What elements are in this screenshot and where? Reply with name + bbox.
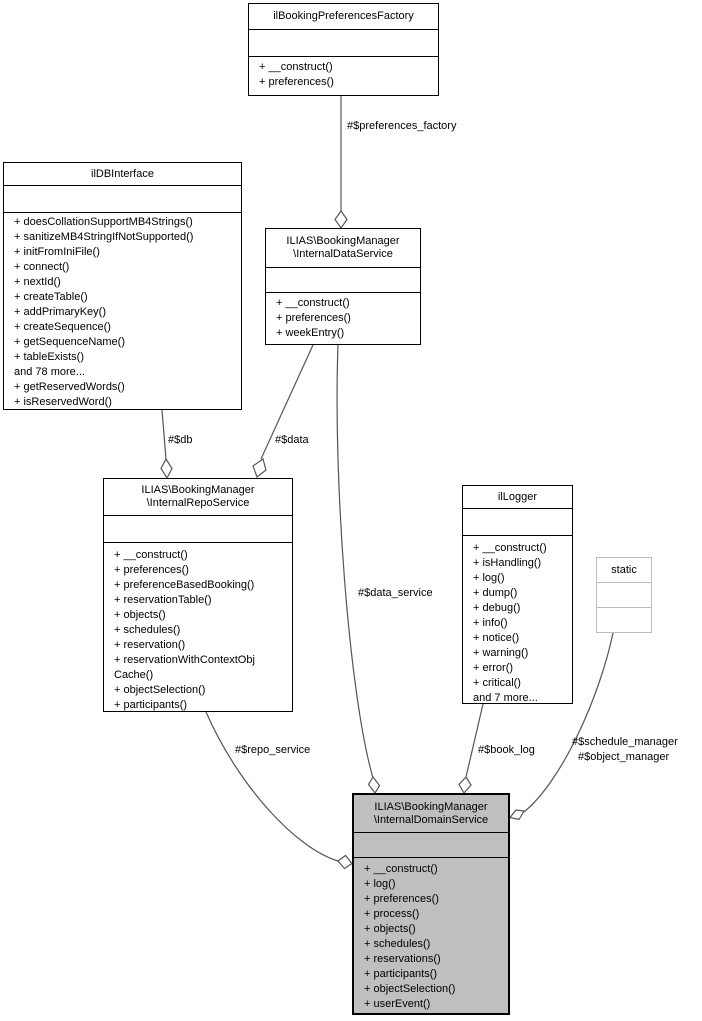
method-line: + __construct() (114, 549, 188, 561)
class-methods-section (266, 293, 420, 341)
edge-label-db: #$db (168, 434, 193, 446)
edge-repo-service (206, 712, 338, 861)
method-line: + __construct() (276, 297, 350, 309)
method-line: and 7 more... (473, 692, 538, 704)
method-line: + participants() (114, 699, 188, 711)
class-title: static (597, 558, 651, 583)
edge-data-service (337, 345, 373, 778)
method-line: + log() (364, 878, 396, 890)
method-line: + process() (364, 908, 420, 920)
method-line: + objects() (364, 923, 416, 935)
aggregation-diamond (338, 856, 352, 869)
method-line: + __construct() (473, 542, 547, 554)
aggregation-diamond (253, 459, 266, 477)
class-attributes-section (463, 509, 572, 536)
method-line: + getReservedWords() (14, 381, 125, 393)
class-methods-section (249, 57, 438, 90)
method-line: + nextId() (14, 276, 61, 288)
method-line: + userEvent() (364, 998, 431, 1010)
class-static (596, 557, 652, 633)
class-methods-section (4, 213, 241, 410)
class-attributes-section (249, 30, 438, 57)
method-line: + createTable() (14, 291, 88, 303)
class-title: ILIAS\BookingManager \InternalRepoService (104, 479, 292, 516)
method-line: + notice() (473, 632, 520, 644)
method-line: + __construct() (259, 61, 333, 73)
class-methods-section (463, 536, 572, 706)
edge-label-preferences-factory: #$preferences_factory (347, 120, 457, 132)
aggregation-diamond (369, 777, 380, 793)
method-line: + isHandling() (473, 557, 542, 569)
method-line: Cache() (114, 669, 154, 681)
method-line: + log() (473, 572, 505, 584)
class-title: ILIAS\BookingManager \InternalDomainService (354, 795, 508, 833)
method-line: + objects() (114, 609, 166, 621)
method-line: + preferences() (114, 564, 189, 576)
method-line: + participants() (364, 968, 438, 980)
method-line: + objectSelection() (364, 983, 456, 995)
method-line: and 78 more... (14, 366, 85, 378)
aggregation-diamond (510, 810, 524, 820)
method-line: + schedules() (114, 624, 181, 636)
method-line: + warning() (473, 647, 529, 659)
method-line: + reservation() (114, 639, 186, 651)
method-line: + tableExists() (14, 351, 84, 363)
class-attributes-section (104, 516, 292, 543)
edge-book-log (466, 704, 483, 777)
edge-db (162, 410, 166, 459)
class-internal-repo-service[interactable] (103, 478, 293, 712)
method-line: + createSequence() (14, 321, 111, 333)
method-line: + error() (473, 662, 514, 674)
method-line: + getSequenceName() (14, 336, 125, 348)
class-attributes-section (597, 583, 651, 608)
method-line: + info() (473, 617, 508, 629)
class-attributes-section (266, 268, 420, 293)
method-line: + schedules() (364, 938, 431, 950)
aggregation-diamond (161, 459, 172, 478)
method-line: + dump() (473, 587, 518, 599)
method-line: + __construct() (364, 863, 438, 875)
edge-label-schedule-manager: #$schedule_manager (572, 736, 678, 748)
class-internal-data-service[interactable] (265, 228, 421, 345)
method-line: + addPrimaryKey() (14, 306, 107, 318)
method-line: + connect() (14, 261, 70, 273)
method-line: + debug() (473, 602, 521, 614)
method-line: + preferences() (259, 76, 334, 88)
aggregation-diamond (459, 777, 471, 793)
class-methods-section (597, 608, 651, 611)
method-line: + weekEntry() (276, 327, 345, 339)
method-line: + objectSelection() (114, 684, 206, 696)
edge-label-repo-service: #$repo_service (235, 744, 311, 756)
method-line: + critical() (473, 677, 521, 689)
method-line: + preferenceBasedBooking() (114, 579, 255, 591)
class-title: ilDBInterface (4, 163, 241, 186)
method-line: + preferences() (276, 312, 351, 324)
method-line: + sanitizeMB4StringIfNotSupported() (14, 231, 194, 243)
method-line: + preferences() (364, 893, 439, 905)
class-ilbookingpreferencesfactory[interactable] (248, 3, 439, 96)
class-title: ilBookingPreferencesFactory (249, 4, 438, 30)
method-line: + doesCollationSupportMB4Strings() (14, 216, 193, 228)
edge-label-data-service: #$data_service (358, 587, 433, 599)
edge-label-object-manager: #$object_manager (578, 751, 670, 763)
class-title: ilLogger (463, 486, 572, 509)
class-ildbinterface[interactable] (3, 162, 242, 410)
class-attributes-section (354, 833, 508, 858)
method-line: + initFromIniFile() (14, 246, 100, 258)
aggregation-diamond (335, 211, 347, 228)
method-line: + reservationWithContextObj (114, 654, 255, 666)
class-methods-section (104, 543, 292, 713)
method-line: + isReservedWord() (14, 396, 112, 408)
edge-label-book-log: #$book_log (478, 744, 535, 756)
class-methods-section (354, 858, 508, 1012)
class-internal-domain-service (352, 793, 510, 1015)
method-line: + reservations() (364, 953, 441, 965)
class-illogger[interactable] (462, 485, 573, 704)
method-line: + reservationTable() (114, 594, 212, 606)
class-title: ILIAS\BookingManager \InternalDataService (266, 229, 420, 268)
edge-label-data: #$data (275, 434, 309, 446)
class-attributes-section (4, 186, 241, 213)
